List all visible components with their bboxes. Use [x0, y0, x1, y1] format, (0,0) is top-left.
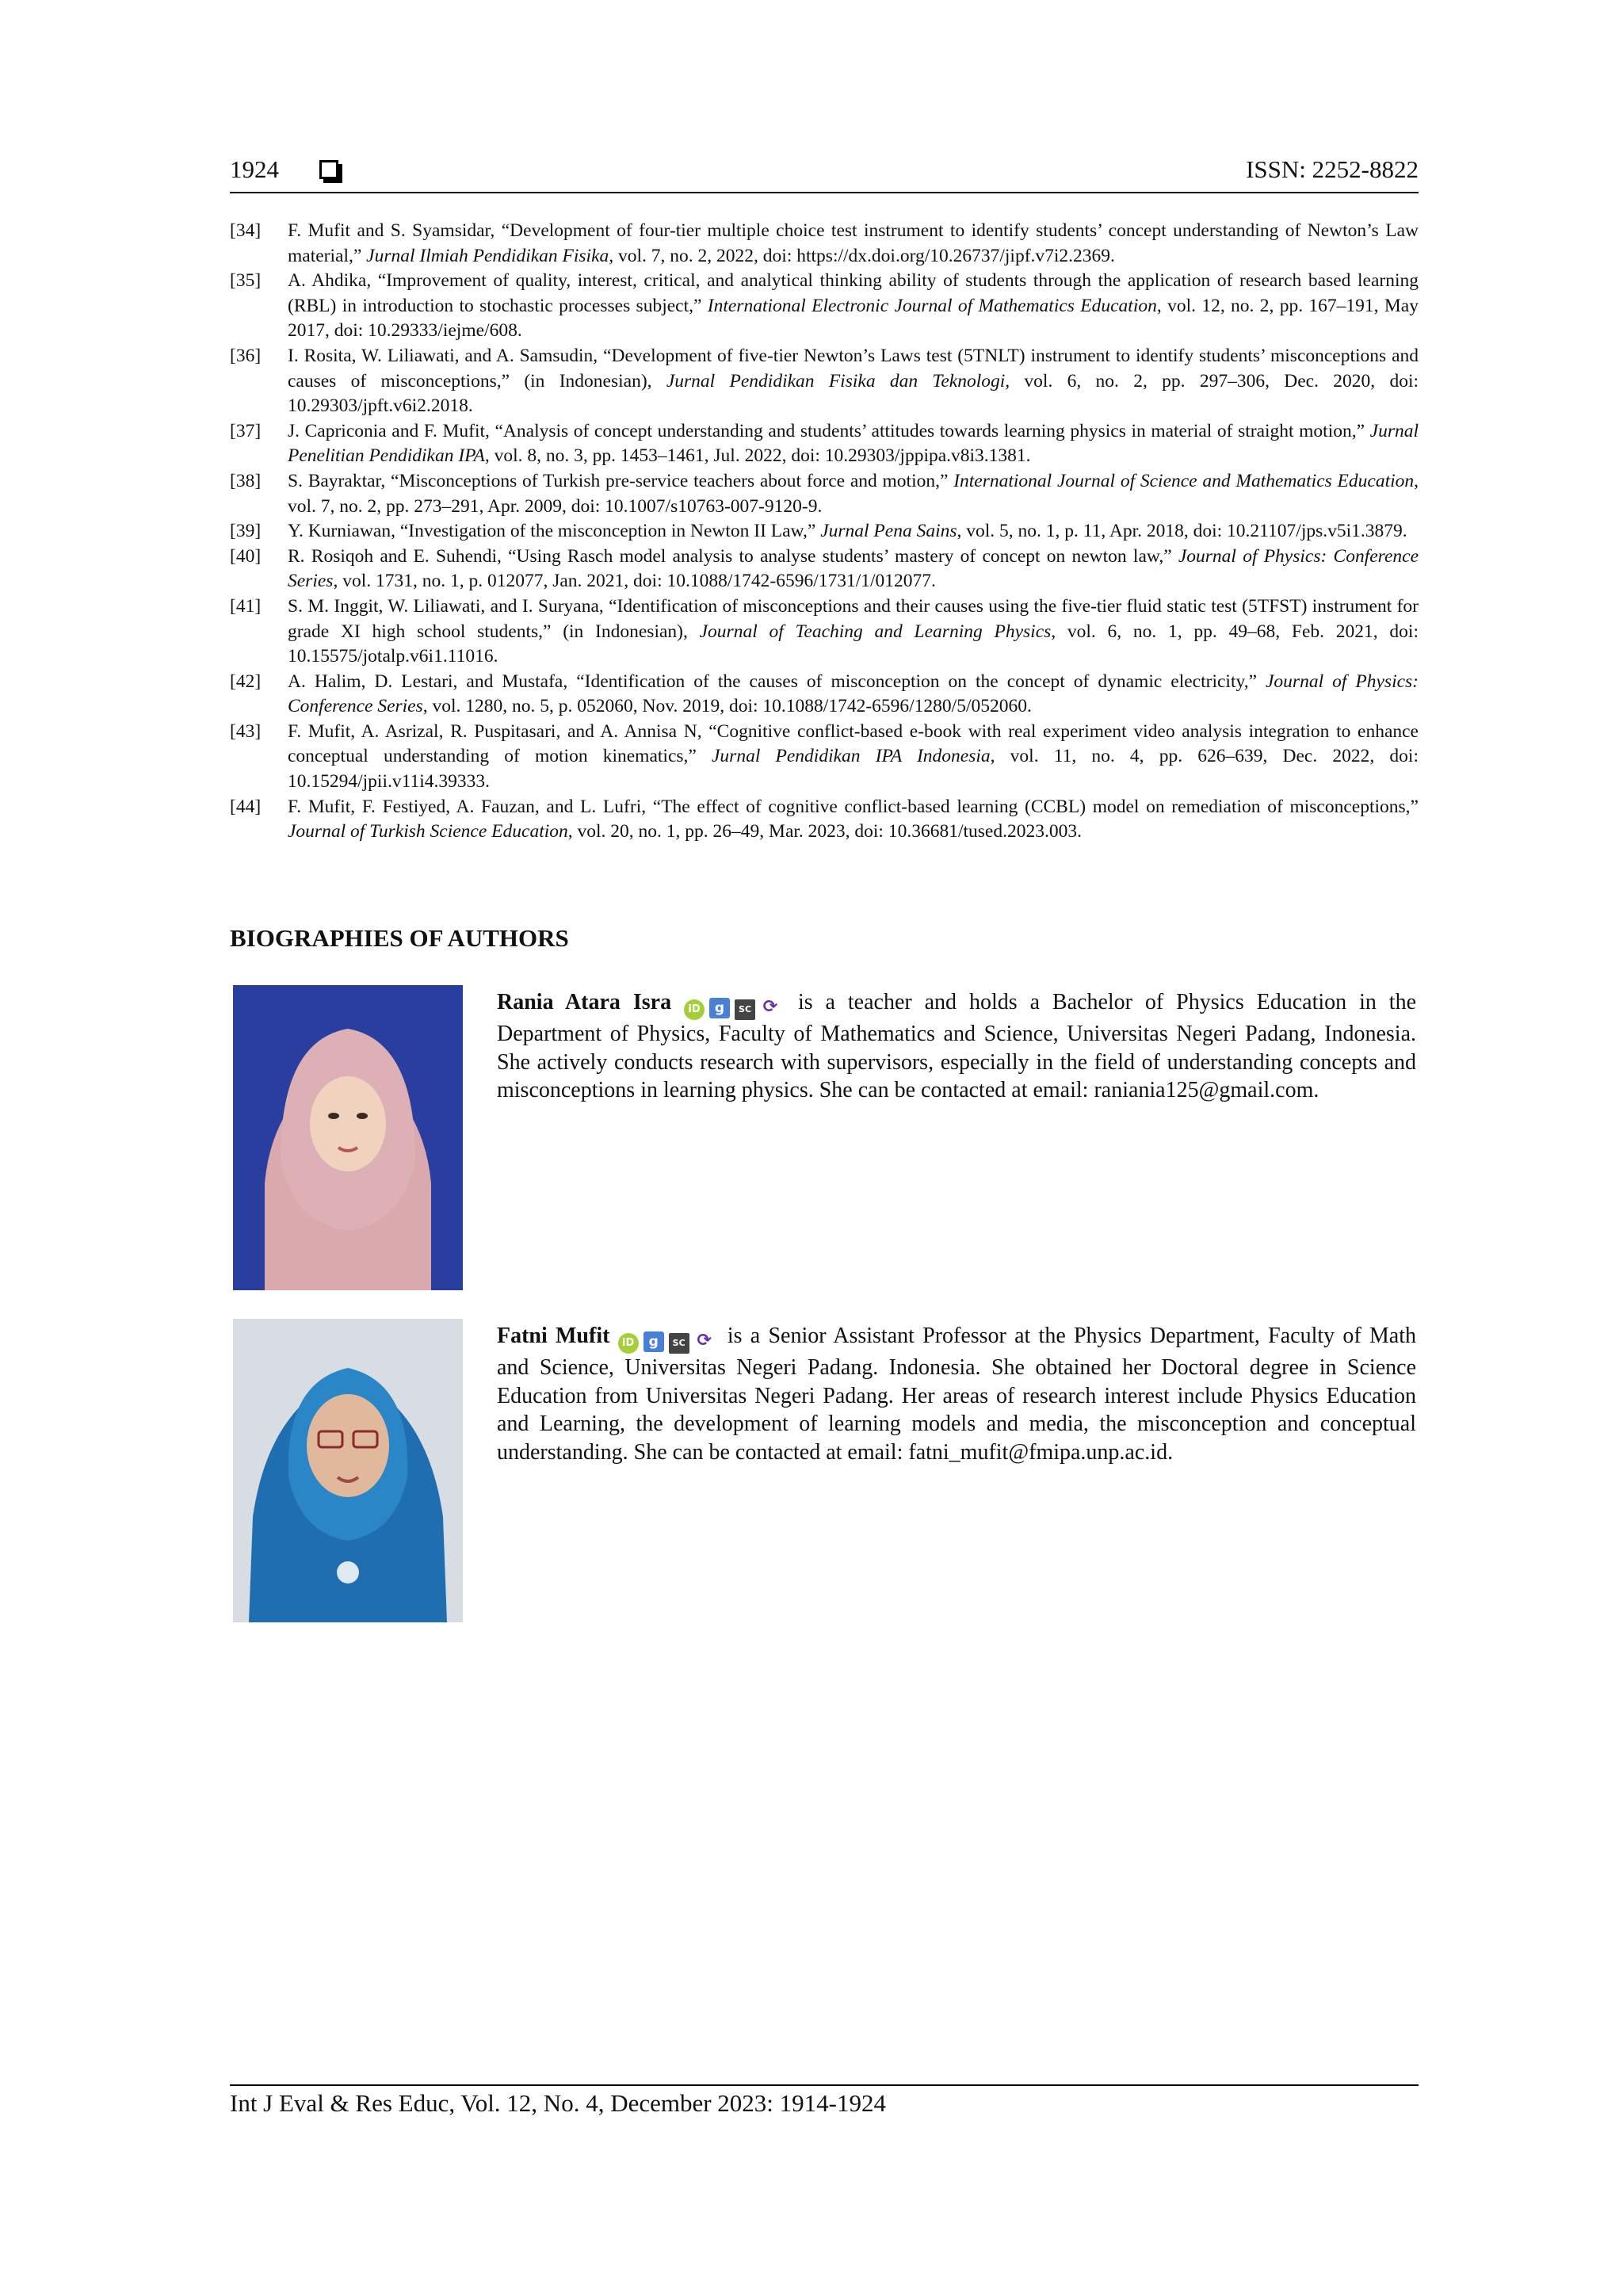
reference-item: [230, 219, 1419, 269]
author-photo-rania: [233, 985, 463, 1290]
reference-number: [41]: [230, 595, 262, 617]
reference-segment: , vol. 1731, no. 1, p. 012077, Jan. 2021, doi: 10.1088/1742-6596/1731/1/012077.: [333, 571, 936, 592]
reference-segment: I. Rosita, W. Liliawati, and A. Samsudin, “Development of five-tier Newton’s Laws test (5TNLT) instrument to identify students’ misconceptions and causes of misconceptions,” (in Indonesian),: [288, 345, 1419, 392]
issn: ISSN: 2252-8822: [1246, 155, 1419, 183]
reference-item: [230, 544, 1419, 594]
square-icon: [319, 160, 338, 179]
reference-number: [34]: [230, 220, 262, 241]
reference-number: [43]: [230, 720, 262, 742]
reference-text: [288, 519, 1419, 544]
reference-item: [230, 269, 1419, 344]
scopus-icon[interactable]: SC: [669, 1333, 689, 1354]
reference-segment: , vol. 5, no. 1, p. 11, Apr. 2018, doi: 10.21107/jps.v5i1.3879.: [957, 521, 1407, 542]
journal-title: Journal of Teaching and Learning Physics: [699, 621, 1052, 642]
scopus-icon[interactable]: SC: [735, 999, 755, 1020]
author-name: Fatni Mufit: [497, 1324, 610, 1348]
reference-text: [288, 670, 1419, 720]
reference-text: [288, 344, 1419, 419]
reference-item: [230, 419, 1419, 469]
reference-segment: , vol. 11, no. 4, pp. 626–639, Dec. 2022, doi: 10.15294/jpii.v11i4.39333.: [288, 746, 1419, 793]
google-scholar-icon[interactable]: g: [709, 998, 730, 1018]
reference-text: [288, 795, 1419, 845]
reference-segment: , vol. 7, no. 2, pp. 273–291, Apr. 2009, doi: 10.1007/s10763-007-9120-9.: [288, 470, 1419, 517]
reference-text: [288, 419, 1419, 469]
reference-text: [288, 269, 1419, 344]
biographies-heading: BIOGRAPHIES OF AUTHORS: [230, 924, 569, 952]
author-name: Rania Atara Isra: [497, 990, 672, 1014]
reference-number: [38]: [230, 470, 262, 491]
orcid-icon[interactable]: iD: [618, 1333, 639, 1354]
reference-text: [288, 469, 1419, 519]
reference-segment: , vol. 12, no. 2, pp. 167–191, May 2017, doi: 10.29333/iejme/608.: [288, 295, 1419, 342]
reference-number: [39]: [230, 521, 262, 542]
reference-number: [37]: [230, 420, 262, 441]
reference-segment: R. Rosiqoh and E. Suhendi, “Using Rasch model analysis to analyse students’ mastery of concept on newton law,”: [288, 545, 1178, 567]
reference-segment: , vol. 20, no. 1, pp. 26–49, Mar. 2023, doi: 10.36681/tused.2023.003.: [567, 821, 1082, 842]
journal-title: International Journal of Science and Mathematics Education: [953, 470, 1415, 491]
page-number: 1924: [230, 155, 279, 183]
journal-title: Jurnal Ilmiah Pendidikan Fisika: [366, 245, 609, 266]
journal-title: Jurnal Pendidikan Fisika dan Teknologi: [666, 370, 1006, 392]
reference-segment: F. Mufit and S. Syamsidar, “Development of four-tier multiple choice test instrument to identify students’ concept understanding of Newton’s Law material,”: [288, 220, 1419, 266]
reference-segment: , vol. 1280, no. 5, p. 052060, Nov. 2019, doi: 10.1088/1742-6596/1280/5/052060.: [422, 696, 1032, 717]
reference-number: [40]: [230, 545, 262, 567]
reference-segment: , vol. 8, no. 3, pp. 1453–1461, Jul. 2022, doi: 10.29303/jppipa.v8i3.1381.: [484, 445, 1031, 467]
journal-title: Jurnal Pena Sains: [820, 521, 957, 542]
author-bio-fatni: [497, 1322, 1416, 1466]
reference-segment: , vol. 7, no. 2, 2022, doi: https://dx.doi.org/10.26737/jipf.v7i2.2369.: [609, 245, 1115, 266]
reference-segment: S. Bayraktar, “Misconceptions of Turkish pre-service teachers about force and motion,”: [288, 470, 954, 491]
reference-number: [44]: [230, 796, 262, 817]
page-footer: Int J Eval & Res Educ, Vol. 12, No. 4, December 2023: 1914-1924: [230, 2089, 886, 2117]
reference-segment: S. M. Inggit, W. Liliawati, and I. Suryana, “Identification of misconceptions and their causes using the five-tier fluid static test (5TFST) instrument for grade XI high school students,” (in Indonesian),: [288, 595, 1419, 642]
reference-item: [230, 795, 1419, 845]
reference-segment: , vol. 6, no. 2, pp. 297–306, Dec. 2020, doi: 10.29303/jpft.v6i2.2018.: [288, 370, 1419, 417]
reference-list: [230, 219, 1419, 845]
reference-segment: F. Mufit, F. Festiyed, A. Fauzan, and L. Lufri, “The effect of cognitive conflict-based learning (CCBL) model on remediation of misconceptions,”: [288, 796, 1419, 817]
journal-title: Jurnal Pendidikan IPA Indonesia: [712, 746, 991, 767]
reference-segment: Y. Kurniawan, “Investigation of the misconception in Newton II Law,”: [288, 521, 821, 542]
orcid-icon[interactable]: iD: [684, 999, 705, 1020]
reference-number: [36]: [230, 345, 262, 366]
reference-text: [288, 594, 1419, 670]
reference-number: [35]: [230, 270, 262, 292]
reference-segment: , vol. 6, no. 1, pp. 49–68, Feb. 2021, doi: 10.15575/jotalp.v6i1.11016.: [288, 621, 1419, 667]
journal-title: International Electronic Journal of Mathematics Education: [707, 295, 1157, 316]
web-of-science-icon[interactable]: ⟳: [762, 997, 778, 1017]
reference-segment: A. Halim, D. Lestari, and Mustafa, “Identification of the causes of misconception on the concept of dynamic electricity,”: [288, 670, 1266, 692]
author-bio-text: is a Senior Assistant Professor at the Physics Department, Faculty of Math and Science, Universitas Negeri Padang. Indonesia. She obtained her Doctoral degree in Science Education from Universitas Negeri Padang. Her areas of research interest include Physics Education and Learning, the development of learning models and media, the misconception and conceptual understanding. She can be contacted at email: fatni_mufit@fmipa.unp.ac.id.: [497, 1324, 1417, 1465]
journal-title: Journal of Physics: Conference Series: [288, 670, 1419, 717]
reference-text: [288, 544, 1419, 594]
author-bio-text: is a teacher and holds a Bachelor of Physics Education in the Department of Physics, Faculty of Mathematics and Science, Universitas Negeri Padang, Indonesia. She actively conducts research with supervisors, especially in the field of understanding concepts and misconceptions in learning physics. She can be contacted at email: raniania125@gmail.com.: [497, 990, 1417, 1102]
reference-text: [288, 720, 1419, 795]
reference-item: [230, 720, 1419, 795]
journal-title: Jurnal Penelitian Pendidikan IPA: [288, 420, 1419, 467]
reference-text: [288, 219, 1419, 269]
reference-segment: J. Capriconia and F. Mufit, “Analysis of concept understanding and students’ attitudes towards learning physics in material of straight motion,”: [288, 420, 1370, 441]
reference-item: [230, 469, 1419, 519]
reference-item: [230, 670, 1419, 720]
reference-segment: A. Ahdika, “Improvement of quality, interest, critical, and analytical thinking ability of students through the application of research based learning (RBL) in introduction to stochastic processes subject,”: [288, 270, 1419, 316]
footer-rule: [230, 2084, 1419, 2086]
journal-title: Journal of Physics: Conference Series: [288, 545, 1419, 592]
author-photo-fatni: [233, 1319, 463, 1622]
reference-item: [230, 519, 1419, 544]
reference-item: [230, 594, 1419, 670]
web-of-science-icon[interactable]: ⟳: [697, 1331, 712, 1350]
author-bio-rania: [497, 988, 1416, 1105]
reference-segment: F. Mufit, A. Asrizal, R. Puspitasari, and A. Annisa N, “Cognitive conflict-based e-book with real experiment video analysis integration to enhance conceptual understanding of motion kinematics,”: [288, 720, 1419, 767]
reference-item: [230, 344, 1419, 419]
journal-title: Journal of Turkish Science Education: [288, 821, 568, 842]
page-header: [230, 155, 1419, 193]
google-scholar-icon[interactable]: g: [643, 1331, 664, 1352]
reference-number: [42]: [230, 670, 262, 692]
